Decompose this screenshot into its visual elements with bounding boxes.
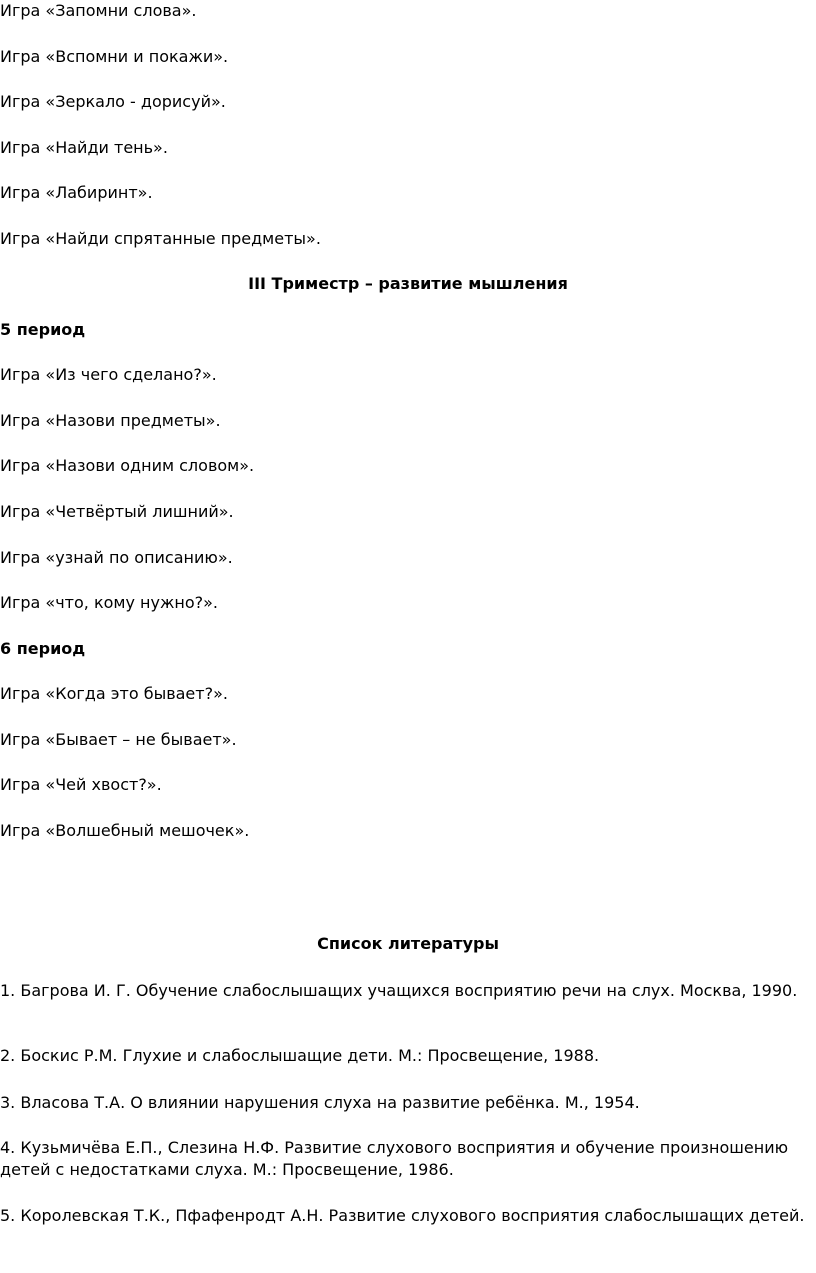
reference-item: 1. Багрова И. Г. Обучение слабослышащих учащихся восприятию речи на слух. Москва, 1990. (0, 981, 798, 1000)
game-item: Игра «что, кому нужно?». (0, 593, 218, 612)
period-6-title: 6 период (0, 639, 86, 658)
game-item: Игра «Запомни слова». (0, 1, 197, 20)
game-item: Игра «Найди тень». (0, 138, 168, 157)
game-item: Игра «Из чего сделано?». (0, 365, 217, 384)
game-item: Игра «Бывает – не бывает». (0, 730, 237, 749)
game-item: Игра «Четвёртый лишний». (0, 502, 234, 521)
game-item: Игра «Найди спрятанные предметы». (0, 229, 321, 248)
game-item: Игра «Чей хвост?». (0, 775, 162, 794)
game-item: Игра «Когда это бывает?». (0, 684, 228, 703)
game-item: Игра «Лабиринт». (0, 183, 153, 202)
game-item: Игра «узнай по описанию». (0, 548, 233, 567)
trimester-heading: III Триместр – развитие мышления (248, 274, 568, 293)
references-heading: Список литературы (317, 934, 499, 953)
reference-item: 4. Кузьмичёва Е.П., Слезина Н.Ф. Развитие слухового восприятия и обучение произношению детей с недостатками слуха. М.: Просвещение, 1986. (0, 1138, 789, 1179)
period-5-title: 5 период (0, 320, 86, 339)
reference-item: 5. Королевская Т.К., Пфафенродт А.Н. Развитие слухового восприятия слабослышащих детей. (0, 1206, 805, 1225)
game-item: Игра «Зеркало - дорисуй». (0, 92, 226, 111)
game-item: Игра «Вспомни и покажи». (0, 47, 229, 66)
game-item: Игра «Волшебный мешочек». (0, 821, 250, 840)
reference-item: 3. Власова Т.А. О влиянии нарушения слуха на развитие ребёнка. М., 1954. (0, 1093, 640, 1112)
game-item: Игра «Назови одним словом». (0, 456, 255, 475)
reference-item: 2. Боскис Р.М. Глухие и слабослышащие дети. М.: Просвещение, 1988. (0, 1046, 600, 1065)
game-item: Игра «Назови предметы». (0, 411, 221, 430)
